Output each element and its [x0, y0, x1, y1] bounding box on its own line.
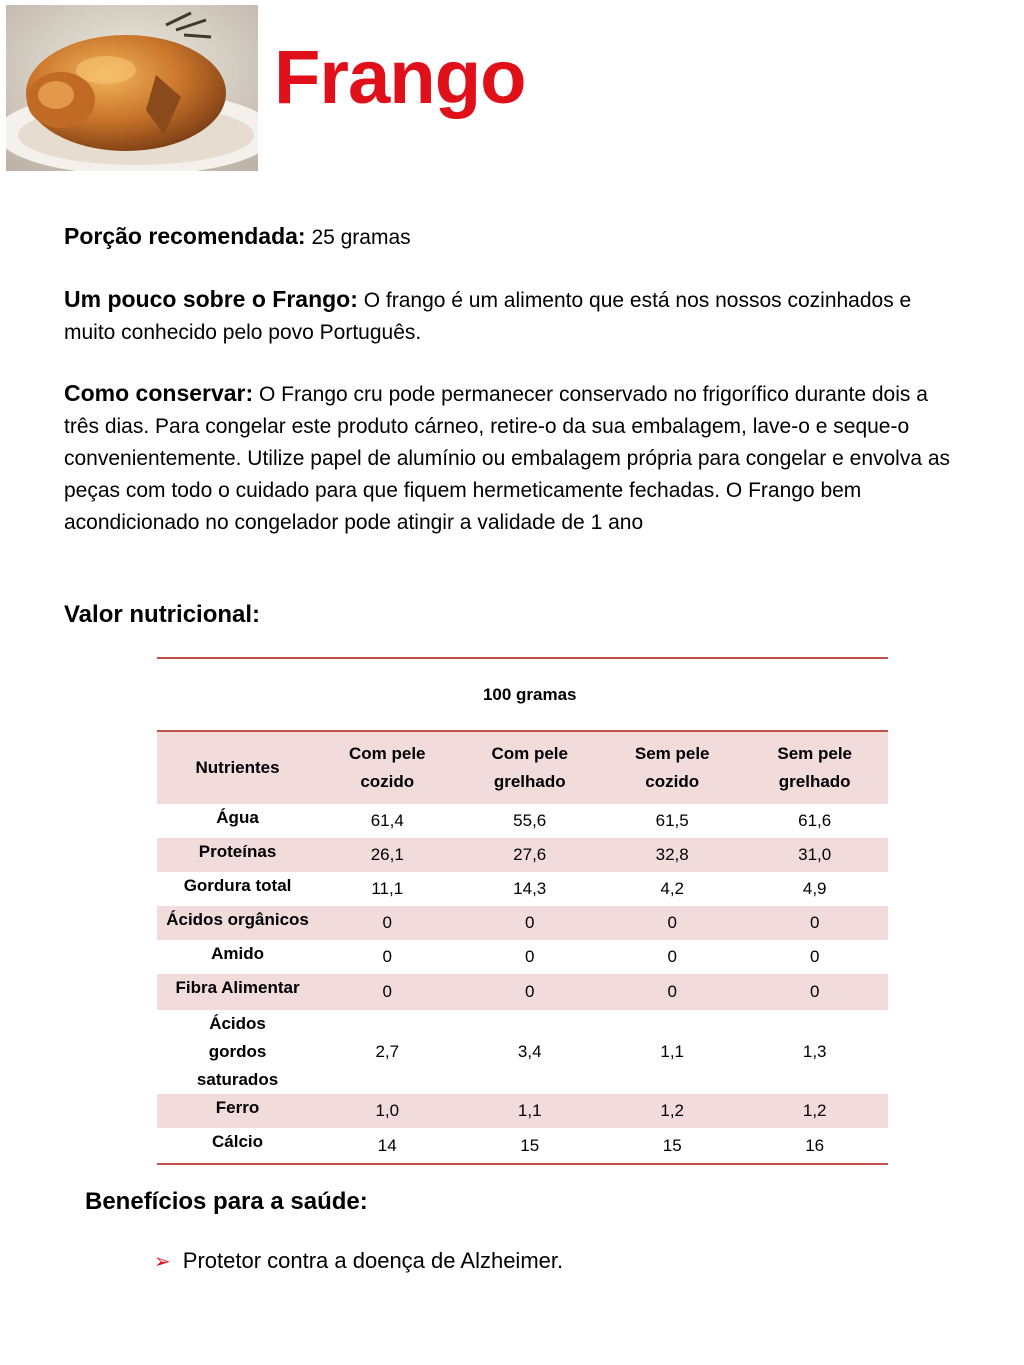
table-cell: 0	[382, 947, 392, 966]
table-cell: 1,3	[802, 1042, 827, 1061]
table-cell: 0	[741, 974, 888, 1010]
nutrient-name: Gordura total	[183, 876, 292, 895]
table-group-header: 100 gramas	[318, 658, 741, 731]
column-header: Com pele cozido	[318, 731, 456, 804]
column-header: Sem pele cozido	[603, 731, 741, 804]
table-row	[157, 804, 888, 838]
table-cell: 0	[456, 974, 603, 1010]
nutrient-name: Ferro	[157, 1094, 318, 1128]
table-cell: 15	[662, 1135, 682, 1155]
table-row	[157, 872, 888, 906]
table-cell: 61,6	[798, 811, 832, 830]
nutrient-name: Proteínas	[157, 838, 318, 872]
table-group-header-row	[157, 658, 888, 731]
about-paragraph	[64, 283, 964, 349]
nutrient-name: Água	[216, 808, 259, 827]
table-cell: 0	[318, 974, 456, 1010]
nutrition-table	[157, 657, 888, 1165]
table-cell: 0	[667, 947, 677, 966]
portion-label: Porção recomendada:	[64, 223, 306, 249]
table-row	[157, 838, 888, 872]
table-row	[157, 906, 888, 940]
table-cell: 32,8	[603, 838, 741, 872]
table-cell: 1,1	[456, 1094, 603, 1128]
arrow-bullet-icon: ➢	[154, 1251, 171, 1273]
table-cell: 11,1	[371, 879, 404, 898]
table-row	[157, 1128, 888, 1164]
column-header: Sem pele grelhado	[741, 731, 888, 804]
table-cell: 15	[520, 1135, 540, 1155]
storage-paragraph	[64, 377, 964, 539]
table-cell: 0	[524, 947, 535, 966]
table-cell: 0	[741, 906, 888, 940]
column-header: Com pele grelhado	[456, 731, 603, 804]
portion-paragraph	[64, 220, 964, 254]
table-cell: 16	[805, 1135, 825, 1155]
nutrient-name: Ácidos gordos saturados	[196, 1014, 279, 1089]
storage-text: O Frango cru pode permanecer conservado no frigorífico durante dois a três dias. Para congelar este produto cárneo, retire-o da sua embalagem, lave-o e seque-o convenientemente. Utilize papel de alumínio ou embalagem própria para congelar e envolva as peças com todo o cuidado para que fiquem hermeticamente fechadas. O Frango bem acondicionado no congelador pode atingir a validade de 1 ano	[64, 383, 951, 534]
benefits-heading: Benefícios para a saúde:	[85, 1188, 368, 1215]
table-cell: 55,6	[513, 811, 547, 830]
table-cell: 4,9	[802, 879, 827, 898]
nutrient-name: Fibra Alimentar	[157, 974, 318, 1010]
column-header: Nutrientes	[157, 731, 318, 804]
storage-label: Como conservar:	[64, 380, 254, 406]
table-cell: 26,1	[318, 838, 456, 872]
table-cell: 0	[603, 974, 741, 1010]
table-cell: 0	[603, 906, 741, 940]
table-cell: 1,0	[318, 1094, 456, 1128]
roast-chicken-photo	[6, 5, 258, 171]
table-cell: 27,6	[456, 838, 603, 872]
nutrient-name: Amido	[211, 944, 264, 963]
nutrient-name: Cálcio	[212, 1132, 264, 1151]
table-cell: 4,2	[660, 879, 685, 898]
table-cell: 14,3	[513, 879, 547, 898]
page-title: Frango	[274, 35, 526, 120]
table-cell: 2,7	[375, 1042, 400, 1061]
table-cell: 61,4	[370, 811, 404, 830]
benefit-list-item	[154, 1246, 563, 1277]
table-cell: 0	[318, 906, 456, 940]
table-cell: 1,2	[741, 1094, 888, 1128]
table-cell: 3,4	[517, 1042, 542, 1061]
table-row	[157, 1094, 888, 1128]
table-row	[157, 1010, 888, 1094]
nutrition-heading: Valor nutricional:	[64, 601, 261, 628]
table-cell: 0	[456, 906, 603, 940]
table-header-row	[157, 731, 888, 804]
nutrient-name: Ácidos orgânicos	[157, 906, 318, 940]
portion-value: 25 gramas	[311, 226, 411, 249]
table-cell: 1,2	[603, 1094, 741, 1128]
table-cell: 14	[377, 1135, 397, 1155]
about-text: O frango é um alimento que está nos nossos cozinhados e muito conhecido pelo povo Português.	[64, 289, 912, 344]
table-cell: 0	[809, 947, 820, 966]
table-row	[157, 940, 888, 974]
benefit-text: Protetor contra a doença de Alzheimer.	[182, 1248, 564, 1273]
table-cell: 31,0	[741, 838, 888, 872]
table-row	[157, 974, 888, 1010]
table-cell: 1,1	[660, 1042, 685, 1061]
about-label: Um pouco sobre o Frango:	[64, 286, 358, 312]
table-cell: 61,5	[655, 811, 689, 830]
